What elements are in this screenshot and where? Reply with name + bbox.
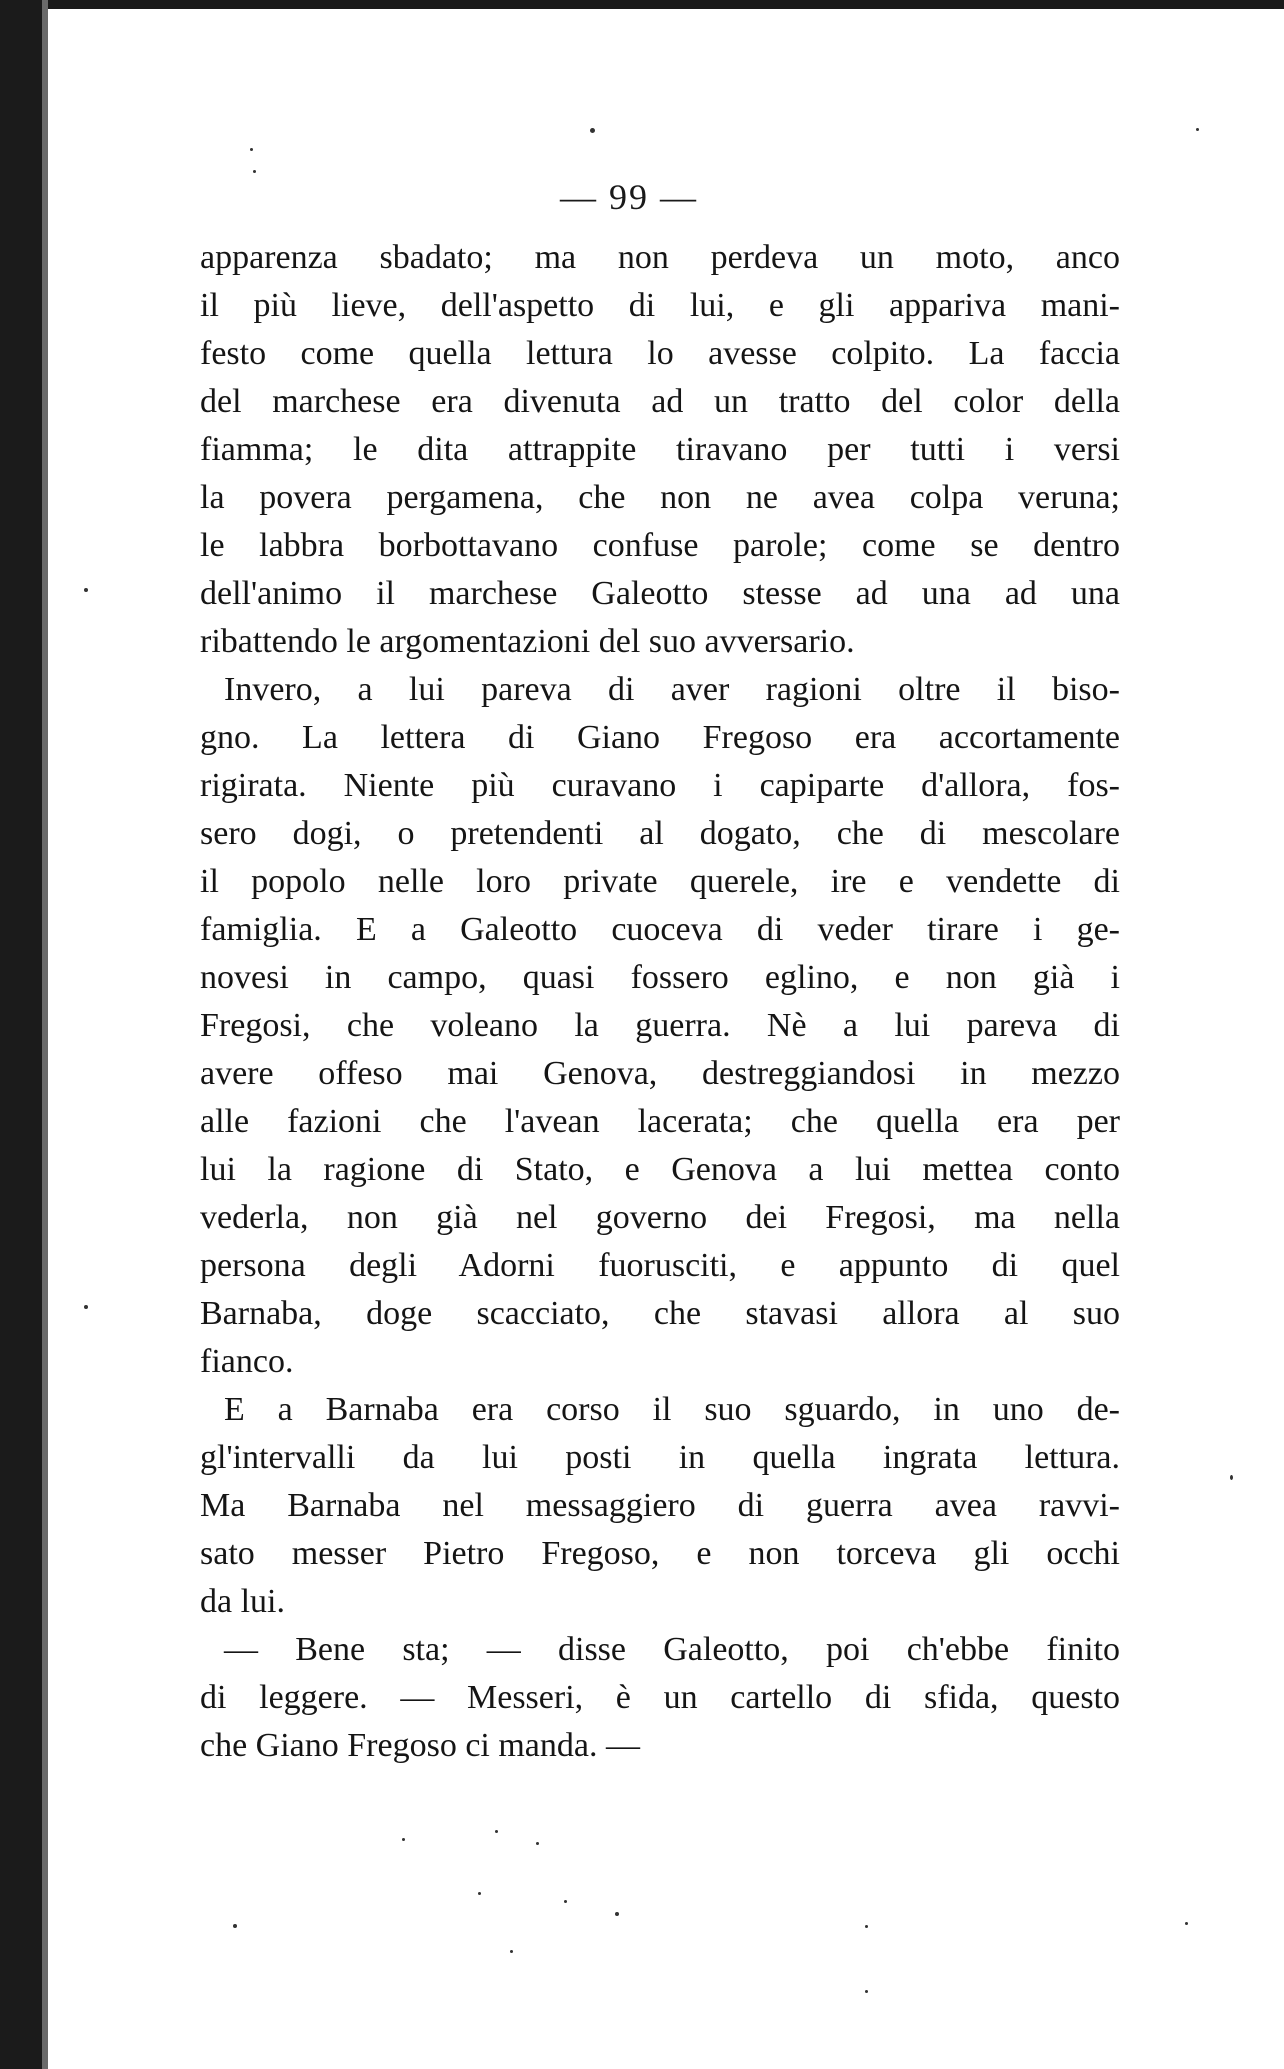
text-line: Ma Barnaba nel messaggiero di guerra avea ravvi- — [200, 1487, 1120, 1524]
scan-speck — [250, 148, 253, 151]
text-line: sero dogi, o pretendenti al dogato, che di mescolare — [200, 815, 1120, 852]
page-number: — 99 — — [560, 177, 698, 217]
text-line: le labbra borbottavano confuse parole; come se dentro — [200, 527, 1120, 564]
text-line: il popolo nelle loro private querele, ire e vendette di — [200, 863, 1120, 900]
scan-speck — [615, 1912, 619, 1916]
body-text — [200, 234, 1120, 1770]
text-line: da lui. — [200, 1583, 285, 1620]
text-line: vederla, non già nel governo dei Fregosi, ma nella — [200, 1199, 1120, 1236]
text-line: gl'intervalli da lui posti in quella ingrata lettura. — [200, 1439, 1120, 1476]
scan-speck — [865, 1925, 868, 1928]
text-line: Fregosi, che voleano la guerra. Nè a lui pareva di — [200, 1007, 1120, 1044]
text-line: fianco. — [200, 1343, 294, 1380]
text-line: famiglia. E a Galeotto cuoceva di veder tirare i ge- — [200, 911, 1120, 948]
text-line: sato messer Pietro Fregoso, e non torceva gli occhi — [200, 1535, 1120, 1572]
scan-speck — [1230, 1475, 1233, 1480]
text-line: il più lieve, dell'aspetto di lui, e gli appariva mani- — [200, 287, 1120, 324]
text-line: alle fazioni che l'avean lacerata; che quella era per — [200, 1103, 1120, 1140]
text-line: la povera pergamena, che non ne avea colpa veruna; — [200, 479, 1120, 516]
text-line: del marchese era divenuta ad un tratto del color della — [200, 383, 1120, 420]
scan-speck — [84, 588, 88, 592]
text-line: novesi in campo, quasi fossero eglino, e non già i — [200, 959, 1120, 996]
paragraph-start: — Bene sta; — disse Galeotto, poi ch'ebbe finito — [224, 1631, 1120, 1668]
scan-speck — [564, 1900, 567, 1903]
text-line: dell'animo il marchese Galeotto stesse ad una ad una — [200, 575, 1120, 612]
scan-left-edge — [0, 0, 42, 2069]
scan-left-edge-shadow — [42, 0, 48, 2069]
text-line: che Giano Fregoso ci manda. — — [200, 1727, 640, 1764]
scan-speck — [233, 1924, 237, 1928]
text-line: persona degli Adorni fuorusciti, e appunto di quel — [200, 1247, 1120, 1284]
text-line: di leggere. — Messeri, è un cartello di sfida, questo — [200, 1679, 1120, 1716]
text-line: Barnaba, doge scacciato, che stavasi allora al suo — [200, 1295, 1120, 1332]
scan-speck — [1185, 1922, 1188, 1925]
scan-speck — [84, 1305, 88, 1309]
text-line: apparenza sbadato; ma non perdeva un moto, anco — [200, 239, 1120, 276]
scan-speck — [253, 170, 256, 173]
scan-speck — [865, 1990, 868, 1993]
paragraph-start: E a Barnaba era corso il suo sguardo, in uno de- — [224, 1391, 1120, 1428]
text-line: ribattendo le argomentazioni del suo avversario. — [200, 623, 855, 660]
text-line: rigirata. Niente più curavano i capiparte d'allora, fos- — [200, 767, 1120, 804]
paragraph-start: Invero, a lui pareva di aver ragioni oltre il biso- — [224, 671, 1120, 708]
scan-speck — [1196, 128, 1199, 131]
scan-speck — [510, 1950, 513, 1953]
text-line: lui la ragione di Stato, e Genova a lui mettea conto — [200, 1151, 1120, 1188]
scan-speck — [478, 1892, 481, 1895]
scan-top-edge — [0, 0, 1284, 9]
scan-speck — [402, 1838, 405, 1841]
scan-speck — [495, 1830, 498, 1833]
text-line: festo come quella lettura lo avesse colpito. La faccia — [200, 335, 1120, 372]
text-line: gno. La lettera di Giano Fregoso era accortamente — [200, 719, 1120, 756]
text-line: fiamma; le dita attrappite tiravano per tutti i versi — [200, 431, 1120, 468]
text-line: avere offeso mai Genova, destreggiandosi in mezzo — [200, 1055, 1120, 1092]
scan-speck — [590, 128, 595, 133]
scan-speck — [536, 1842, 539, 1845]
